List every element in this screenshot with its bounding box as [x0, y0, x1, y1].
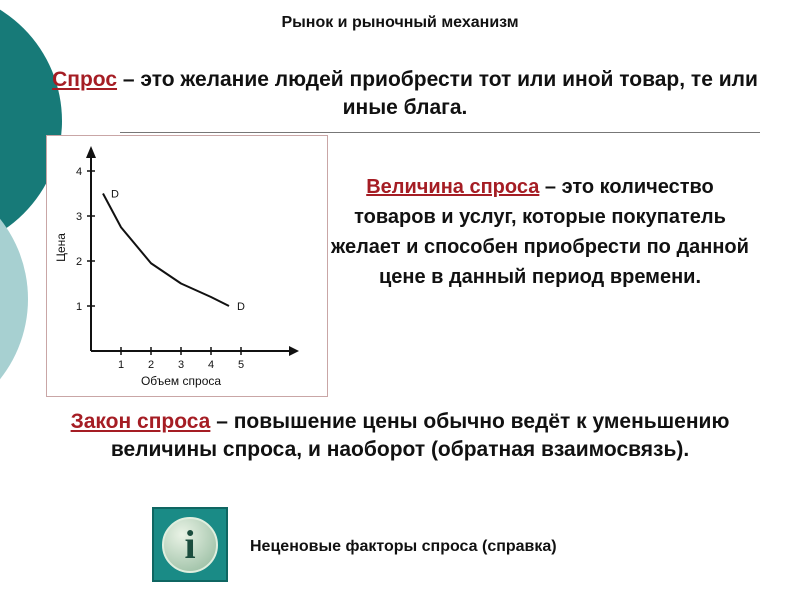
info-button[interactable] — [152, 507, 228, 582]
slide-title: Рынок и рыночный механизм — [281, 14, 519, 31]
definition-quantity-demanded-text: – это количество товаров и услуг, которые покупатель желает и способен приобрести по данной цене в данный период времени. — [331, 176, 749, 288]
y-tick-label: 4 — [75, 166, 83, 178]
info-link-label[interactable]: Неценовые факторы спроса (справка) — [250, 538, 557, 555]
x-tick-label: 3 — [177, 359, 185, 371]
x-tick-label: 4 — [207, 359, 215, 371]
y-axis-arrow — [86, 146, 96, 158]
definition-demand — [45, 66, 765, 122]
definition-law-of-demand — [20, 408, 780, 464]
x-tick-label: 1 — [117, 359, 125, 371]
info-icon: i — [162, 517, 218, 573]
divider-line — [120, 132, 760, 133]
demand-chart — [46, 135, 328, 397]
x-axis-arrow — [289, 346, 299, 356]
definition-demand-text: – это желание людей приобрести тот или иной товар, те или иные блага. — [117, 68, 758, 119]
y-tick-label: 1 — [75, 301, 83, 313]
definition-quantity-demanded — [330, 172, 750, 292]
term-demand[interactable]: Спрос — [52, 68, 118, 91]
term-law-of-demand[interactable]: Закон спроса — [70, 410, 211, 433]
definition-law-of-demand-text: – повышение цены обычно ведёт к уменьшению величины спроса, и наоборот (обратная взаимосвязь). — [110, 410, 730, 461]
y-tick-label: 3 — [75, 211, 83, 223]
demand-curve — [103, 194, 229, 307]
x-tick-label: 2 — [147, 359, 155, 371]
x-axis-label: Объем спроса — [140, 374, 222, 388]
term-quantity-demanded[interactable]: Величина спроса — [366, 176, 540, 198]
y-axis-label: Цена — [54, 233, 68, 262]
y-tick-label: 2 — [75, 256, 83, 268]
x-tick-label: 5 — [237, 359, 245, 371]
demand-chart-svg — [47, 136, 327, 396]
curve-start-label: D — [111, 188, 119, 201]
curve-end-label: D — [237, 301, 245, 313]
